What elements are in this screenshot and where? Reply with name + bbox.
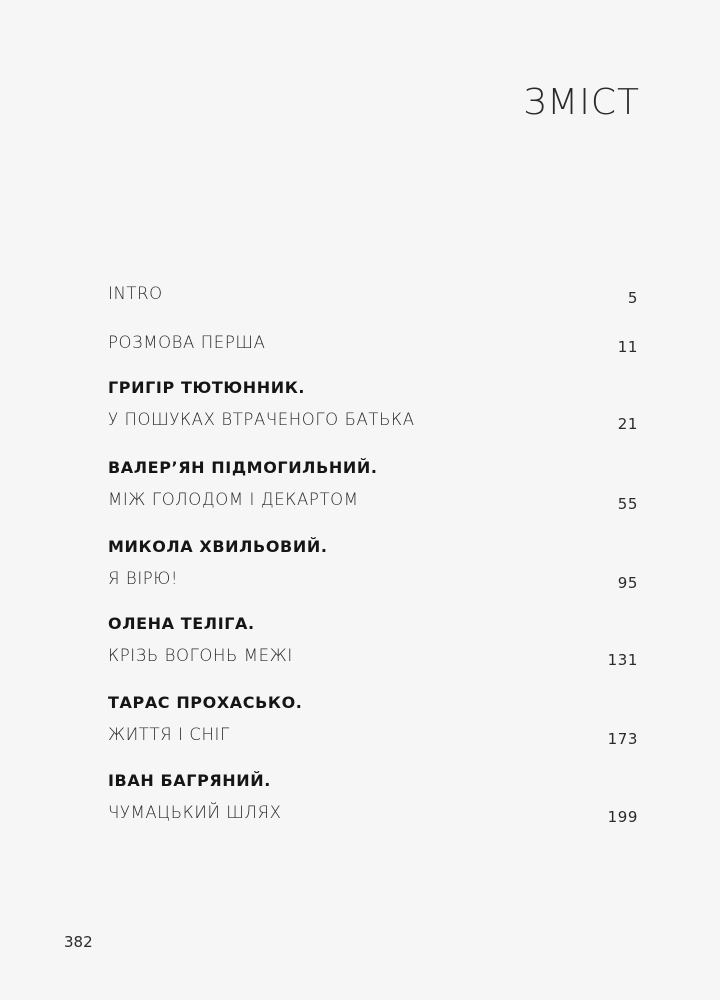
toc-entry[interactable] bbox=[108, 333, 638, 356]
entry-title: ЖИТТЯ І СНІГ bbox=[108, 725, 230, 744]
toc-entry[interactable] bbox=[108, 458, 638, 513]
toc-entry[interactable] bbox=[108, 771, 638, 826]
toc-entry[interactable] bbox=[108, 614, 638, 669]
entry-author: ВАЛЕР’ЯН ПІДМОГИЛЬНИЙ. bbox=[108, 458, 378, 477]
toc-entry[interactable] bbox=[108, 537, 638, 592]
entry-title: INTRO bbox=[108, 284, 163, 303]
entry-page: 131 bbox=[607, 651, 638, 669]
entry-page: 55 bbox=[617, 495, 638, 513]
entry-author: МИКОЛА ХВИЛЬОВИЙ. bbox=[108, 537, 328, 556]
entry-page: 5 bbox=[627, 289, 638, 307]
entry-title: ЧУМАЦЬКИЙ ШЛЯХ bbox=[108, 803, 282, 822]
entry-author: ІВАН БАГРЯНИЙ. bbox=[108, 771, 271, 790]
entry-author: ОЛЕНА ТЕЛІГА. bbox=[108, 614, 255, 633]
toc-entry[interactable] bbox=[108, 378, 638, 433]
entry-page: 199 bbox=[607, 808, 638, 826]
entry-title: У ПОШУКАХ ВТРАЧЕНОГО БАТЬКА bbox=[108, 410, 415, 429]
entry-page: 21 bbox=[617, 415, 638, 433]
entry-author: ГРИГІР ТЮТЮННИК. bbox=[108, 378, 306, 397]
toc-entry[interactable] bbox=[108, 693, 638, 748]
entry-title: Я ВІРЮ! bbox=[108, 569, 179, 588]
entry-page: 95 bbox=[617, 574, 638, 592]
toc-entry[interactable] bbox=[108, 284, 638, 307]
entry-author: ТАРАС ПРОХАСЬКО. bbox=[108, 693, 303, 712]
page-title: ЗМІСТ bbox=[523, 82, 640, 123]
entry-page: 11 bbox=[617, 338, 638, 356]
entry-title: МІЖ ГОЛОДОМ І ДЕКАРТОМ bbox=[108, 490, 359, 509]
page-number: 382 bbox=[64, 933, 93, 951]
entry-title: КРІЗЬ ВОГОНЬ МЕЖІ bbox=[108, 646, 293, 665]
entry-page: 173 bbox=[607, 730, 638, 748]
entry-title: РОЗМОВА ПЕРША bbox=[108, 333, 266, 352]
